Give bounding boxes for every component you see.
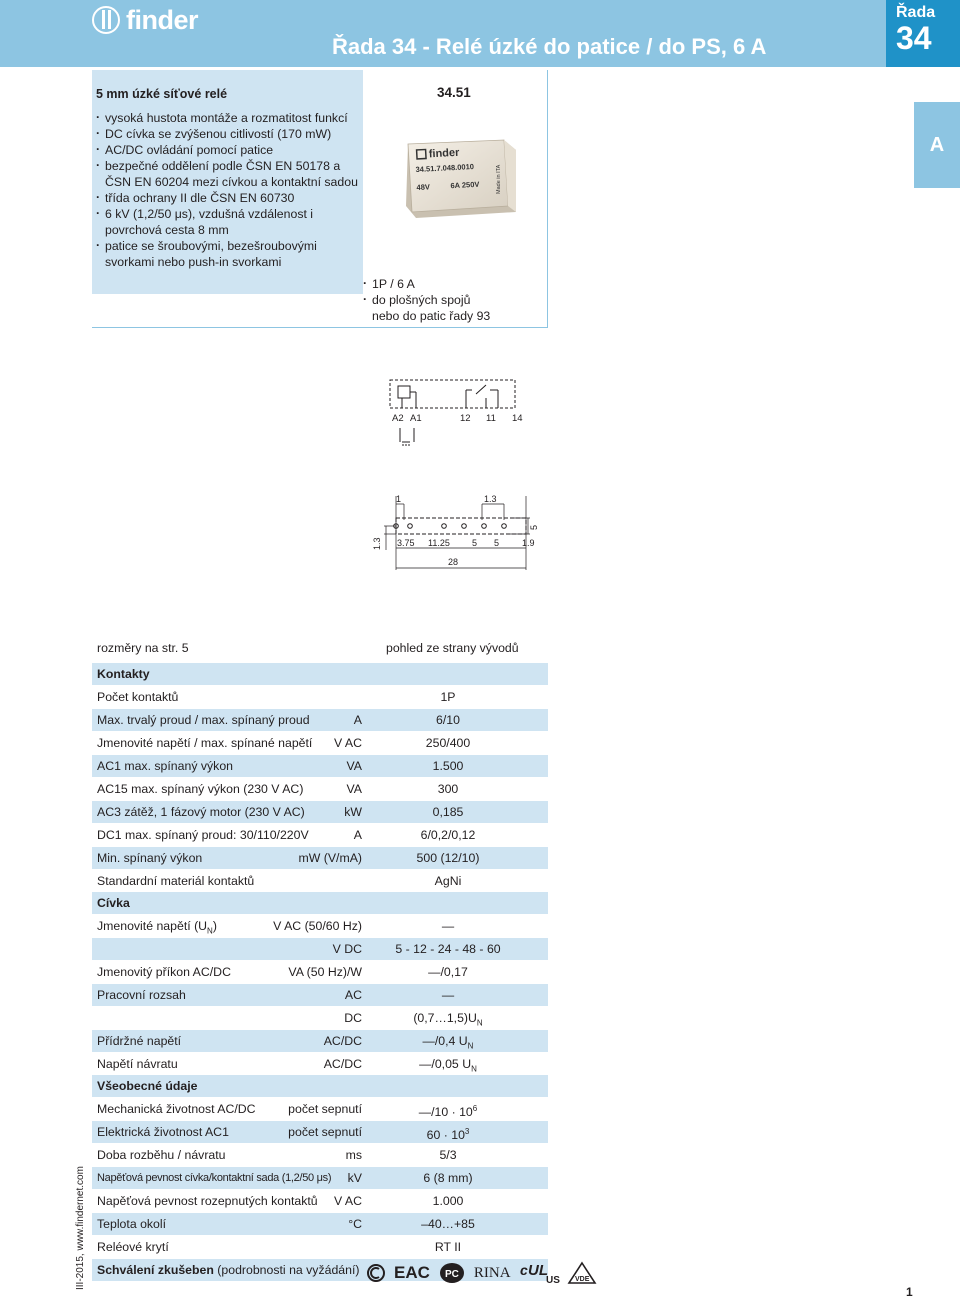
dimension-label: 1 bbox=[396, 494, 402, 504]
terminal-label: 14 bbox=[512, 413, 523, 424]
spec-value: –40…+85 bbox=[421, 1217, 475, 1231]
spec-row bbox=[92, 870, 548, 892]
spec-row bbox=[92, 1121, 548, 1143]
feature-item: · třída ochrany II dle ČSN EN 60730 bbox=[96, 190, 358, 206]
feature-item: · vysoká hustota montáže a rozmatitost funkcí bbox=[96, 110, 358, 126]
spec-row bbox=[92, 1144, 548, 1166]
spec-unit: mW (V/mA) bbox=[298, 851, 362, 865]
ul-mark-icon bbox=[520, 1260, 558, 1286]
spec-label: AC3 zátěž, 1 fázový motor (230 V AC) bbox=[97, 805, 305, 819]
spec-unit: AC bbox=[344, 988, 362, 1002]
spec-unit: A bbox=[353, 828, 362, 842]
approvals-title: Schválení zkušeben bbox=[97, 1263, 214, 1277]
product-origin: Made in ITA bbox=[496, 164, 502, 194]
spec-unit: VA (50 Hz)/W bbox=[288, 965, 362, 979]
dimension-label: 3.75 bbox=[397, 538, 415, 548]
spec-unit: VA bbox=[346, 759, 362, 773]
terminal-label: 11 bbox=[486, 413, 496, 424]
exponent: 6 bbox=[472, 1104, 478, 1113]
spec-row bbox=[92, 778, 548, 800]
spec-row bbox=[92, 824, 548, 846]
spec-value: 0,185 bbox=[432, 805, 464, 819]
feature-item: · patice se šroubovými, bezešroubovými svorkami nebo push-in svorkami bbox=[96, 238, 358, 270]
spec-row bbox=[92, 847, 548, 869]
spec-value-text: 60 · 10 bbox=[426, 1128, 465, 1143]
spec-value: 5/3 bbox=[439, 1148, 457, 1162]
approvals-label bbox=[97, 1259, 359, 1281]
dimension-label: 5 bbox=[494, 538, 500, 548]
spec-row bbox=[92, 915, 548, 937]
eac-mark: EAC bbox=[394, 1263, 430, 1282]
feature-item: · AC/DC ovládání pomocí patice bbox=[96, 142, 358, 158]
series-tab bbox=[886, 0, 960, 67]
spec-label: Přídržné napětí bbox=[97, 1034, 182, 1048]
spec-value-text: —/0,05 U bbox=[419, 1057, 472, 1071]
spec-row bbox=[92, 1190, 548, 1212]
feature-item: · bezpečné oddělení podle ČSN EN 50178 a ČSN EN 60204 mezi cívkou a kontaktní sadou bbox=[96, 158, 358, 190]
feature-list bbox=[96, 110, 358, 270]
spec-unit: AC/DC bbox=[323, 1057, 362, 1071]
spec-value bbox=[392, 1098, 504, 1123]
finder-logo bbox=[92, 4, 198, 36]
spec-row bbox=[92, 1098, 548, 1120]
wiring-diagram bbox=[380, 376, 530, 452]
subscript-n: N bbox=[476, 1018, 483, 1028]
spec-row bbox=[92, 755, 548, 777]
spec-value: 6/0,2/0,12 bbox=[420, 828, 476, 842]
spec-unit: kW bbox=[344, 805, 362, 819]
spec-label-close: ) bbox=[212, 919, 217, 933]
section-title: Kontakty bbox=[97, 667, 150, 681]
series-label: Řada bbox=[896, 4, 936, 21]
spec-label: AC1 max. spínaný výkon bbox=[97, 759, 234, 773]
product-voltage: 48V bbox=[416, 182, 431, 193]
spec-value: 6 (8 mm) bbox=[423, 1171, 473, 1185]
page-number: 1 bbox=[906, 1285, 913, 1299]
exponent: 3 bbox=[464, 1127, 470, 1136]
spec-label: Min. spínaný výkon bbox=[97, 851, 203, 865]
certification-marks bbox=[367, 1260, 597, 1286]
spec-row bbox=[92, 1213, 548, 1235]
spec-label-text: Jmenovité napětí (U bbox=[97, 919, 208, 933]
spec-value: AgNi bbox=[434, 874, 462, 888]
spec-label: Napěťová pevnost rozepnutých kontaktů bbox=[97, 1194, 318, 1208]
section-coil bbox=[92, 892, 548, 914]
spec-row bbox=[92, 961, 548, 983]
spec-row bbox=[92, 1167, 548, 1189]
svg-text:PC: PC bbox=[444, 1269, 459, 1280]
section-general bbox=[92, 1075, 548, 1097]
spec-row bbox=[92, 686, 548, 708]
spec-unit: °C bbox=[348, 1217, 362, 1231]
spec-value: 500 (12/10) bbox=[416, 851, 480, 865]
spec-value: 300 bbox=[437, 782, 459, 796]
subscript-n: N bbox=[471, 1064, 477, 1074]
spec-unit: kV bbox=[347, 1171, 362, 1185]
section-tab-a: A bbox=[914, 102, 960, 188]
spec-value: 5 - 12 - 24 - 48 - 60 bbox=[395, 942, 501, 956]
feature-item: · 6 kV (1,2/50 μs), vzdušná vzdálenost i povrchová cesta 8 mm bbox=[96, 206, 358, 238]
edition-footer: III-2015, www.findernet.com bbox=[75, 1166, 86, 1290]
spec-unit: DC bbox=[344, 1011, 362, 1025]
rina-mark: RINA bbox=[473, 1264, 511, 1281]
terminal-label: A2 bbox=[392, 413, 404, 424]
spec-value bbox=[392, 1121, 504, 1146]
header-bar bbox=[0, 0, 960, 67]
spec-unit: počet sepnutí bbox=[288, 1125, 362, 1139]
spec-label: Pracovní rozsah bbox=[97, 988, 186, 1002]
spec-value: 250/400 bbox=[425, 736, 471, 750]
svg-text:US: US bbox=[545, 1275, 560, 1286]
view-note: pohled ze strany vývodů bbox=[386, 641, 519, 655]
series-number: 34 bbox=[896, 20, 932, 56]
spec-unit: V AC (50/60 Hz) bbox=[273, 919, 362, 933]
type-list bbox=[363, 276, 493, 324]
spec-value: 1P bbox=[440, 690, 456, 704]
type-item: · do plošných spojů nebo do patic řady 93 bbox=[363, 292, 493, 324]
svg-text:c: c bbox=[519, 1262, 528, 1278]
feature-item: · DC cívka se zvýšenou citlivostí (170 mW) bbox=[96, 126, 358, 142]
type-item: · 1P / 6 A bbox=[363, 276, 493, 292]
spec-value: 1.000 bbox=[432, 1194, 464, 1208]
product-logo-text: finder bbox=[428, 146, 460, 161]
spec-unit: V AC bbox=[333, 1194, 362, 1208]
vde-mark-text: VDE bbox=[574, 1276, 589, 1283]
spec-value: —/0,17 bbox=[428, 965, 468, 979]
dimension-label: 5 bbox=[529, 524, 539, 530]
spec-row bbox=[92, 801, 548, 823]
spec-label: Jmenovité napětí / max. spínané napětí bbox=[97, 736, 313, 750]
spec-value-text: —/0,4 U bbox=[422, 1034, 468, 1048]
dimension-label: 5 bbox=[472, 538, 478, 548]
spec-unit: A bbox=[353, 713, 362, 727]
spec-unit: V AC bbox=[333, 736, 362, 750]
terminal-label: 12 bbox=[460, 413, 471, 424]
subscript-n: N bbox=[467, 1041, 474, 1051]
spec-label: Teplota okolí bbox=[97, 1217, 167, 1231]
spec-label: Standardní materiál kontaktů bbox=[97, 874, 255, 888]
dimension-label: 1.3 bbox=[484, 494, 497, 504]
spec-label: Mechanická životnost AC/DC bbox=[97, 1102, 256, 1116]
gost-mark-icon bbox=[439, 1260, 465, 1286]
terminal-label: A1 bbox=[410, 413, 422, 424]
section-title: Cívka bbox=[97, 896, 130, 910]
spec-unit: VA bbox=[346, 782, 362, 796]
spec-row bbox=[92, 1053, 548, 1075]
ccc-mark-icon bbox=[367, 1260, 385, 1286]
spec-label: Jmenovitý příkon AC/DC bbox=[97, 965, 231, 979]
spec-row bbox=[92, 938, 548, 960]
svg-text:UL: UL bbox=[527, 1262, 548, 1279]
spec-label: Napětí návratu bbox=[97, 1057, 178, 1071]
finder-logo-icon bbox=[92, 6, 120, 34]
spec-value: RT II bbox=[434, 1240, 462, 1254]
spec-label: Max. trvalý proud / max. spínaný proud bbox=[97, 713, 310, 727]
spec-value: 6/10 bbox=[436, 713, 460, 727]
spec-value: 1.500 bbox=[432, 759, 464, 773]
spec-label: AC15 max. spínaný výkon (230 V AC) bbox=[97, 782, 304, 796]
dimension-label: 28 bbox=[448, 557, 459, 567]
spec-label: Počet kontaktů bbox=[97, 690, 179, 704]
dimension-label: 11.25 bbox=[428, 538, 450, 548]
spec-row bbox=[92, 1030, 548, 1052]
section-contacts bbox=[92, 663, 548, 685]
page-title: Řada 34 - Relé úzké do patice / do PS, 6 A bbox=[332, 34, 767, 59]
spec-label: Doba rozběhu / návratu bbox=[97, 1148, 226, 1162]
spec-unit: AC/DC bbox=[323, 1034, 362, 1048]
product-code: 34.51.7.048.0010 bbox=[415, 162, 475, 175]
dimensions-note: rozměry na str. 5 bbox=[97, 641, 189, 655]
spec-label: Reléové krytí bbox=[97, 1240, 169, 1254]
intro-title: 5 mm úzké síťové relé bbox=[96, 87, 228, 101]
model-number: 34.51 bbox=[437, 85, 471, 100]
dimension-label: 1.3 bbox=[372, 537, 382, 550]
vde-mark-icon bbox=[567, 1260, 597, 1286]
spec-unit: ms bbox=[345, 1148, 362, 1162]
subscript-n: N bbox=[207, 926, 213, 936]
spec-value-text: (0,7…1,5)U bbox=[413, 1011, 477, 1025]
approvals-note: (podrobnosti na vyžádání) bbox=[213, 1263, 360, 1277]
relay-product-image bbox=[400, 136, 520, 222]
spec-value: — bbox=[441, 919, 455, 933]
spec-row bbox=[92, 1007, 548, 1029]
spec-value-text: —/10 · 10 bbox=[418, 1105, 473, 1120]
spec-label: Napěťová pevnost cívka/kontaktní sada (1,2/50 μs) bbox=[97, 1172, 332, 1184]
spec-unit: V DC bbox=[332, 942, 362, 956]
spec-unit: počet sepnutí bbox=[288, 1102, 362, 1116]
spec-value: — bbox=[441, 988, 455, 1002]
intro-box bbox=[92, 70, 548, 328]
spec-label: Elektrická životnost AC1 bbox=[97, 1125, 229, 1139]
spec-row bbox=[92, 709, 548, 731]
spec-row bbox=[92, 732, 548, 754]
logo-text: finder bbox=[126, 4, 199, 35]
dimension-label: 1.9 bbox=[522, 538, 535, 548]
product-rating: 6A 250V bbox=[450, 179, 480, 191]
spec-row bbox=[92, 1236, 548, 1258]
pin-dimensions-diagram bbox=[370, 490, 550, 576]
section-title: Všeobecné údaje bbox=[97, 1079, 198, 1093]
spec-row bbox=[92, 984, 548, 1006]
spec-label: DC1 max. spínaný proud: 30/110/220V bbox=[97, 828, 309, 842]
